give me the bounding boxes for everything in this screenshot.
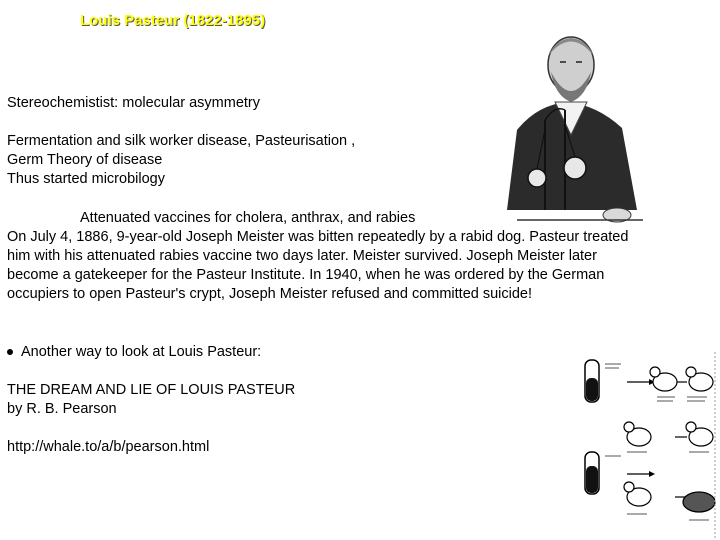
pearson-link[interactable]: http://whale.to/a/b/pearson.html bbox=[7, 439, 210, 455]
experiment-diagram bbox=[577, 352, 720, 540]
text-fermentation: Fermentation and silk worker disease, Pasteurisation , bbox=[7, 133, 356, 149]
book-author: by R. B. Pearson bbox=[7, 401, 117, 417]
text-attenuated-vaccines: Attenuated vaccines for cholera, anthrax, and rabies bbox=[80, 210, 416, 226]
text-microbiology: Thus started microbilogy bbox=[7, 171, 165, 187]
book-title: THE DREAM AND LIE OF LOUIS PASTEUR bbox=[7, 382, 296, 398]
text-stereochemistry: Stereochemistist: molecular asymmetry bbox=[7, 95, 261, 111]
meister-paragraph: On July 4, 1886, 9-year-old Joseph Meister was bitten repeatedly by a rabid dog. Pasteur treated him with his attenuated rabies vaccine two days later. Meister survived. Joseph Meister later become a gatekeeper for the Pasteur Institute. In 1940, when he was ordered by the German occupiers to open Pasteur's crypt, Joseph Meister refused and committed suicide! bbox=[7, 229, 629, 302]
bullet-icon bbox=[7, 349, 13, 355]
pasteur-portrait bbox=[497, 10, 645, 225]
bullet-text: Another way to look at Louis Pasteur: bbox=[21, 344, 262, 360]
bullet-item bbox=[7, 344, 261, 360]
slide-title: Louis Pasteur (1822-1895) bbox=[80, 12, 266, 29]
text-germ-theory: Germ Theory of disease bbox=[7, 152, 163, 168]
